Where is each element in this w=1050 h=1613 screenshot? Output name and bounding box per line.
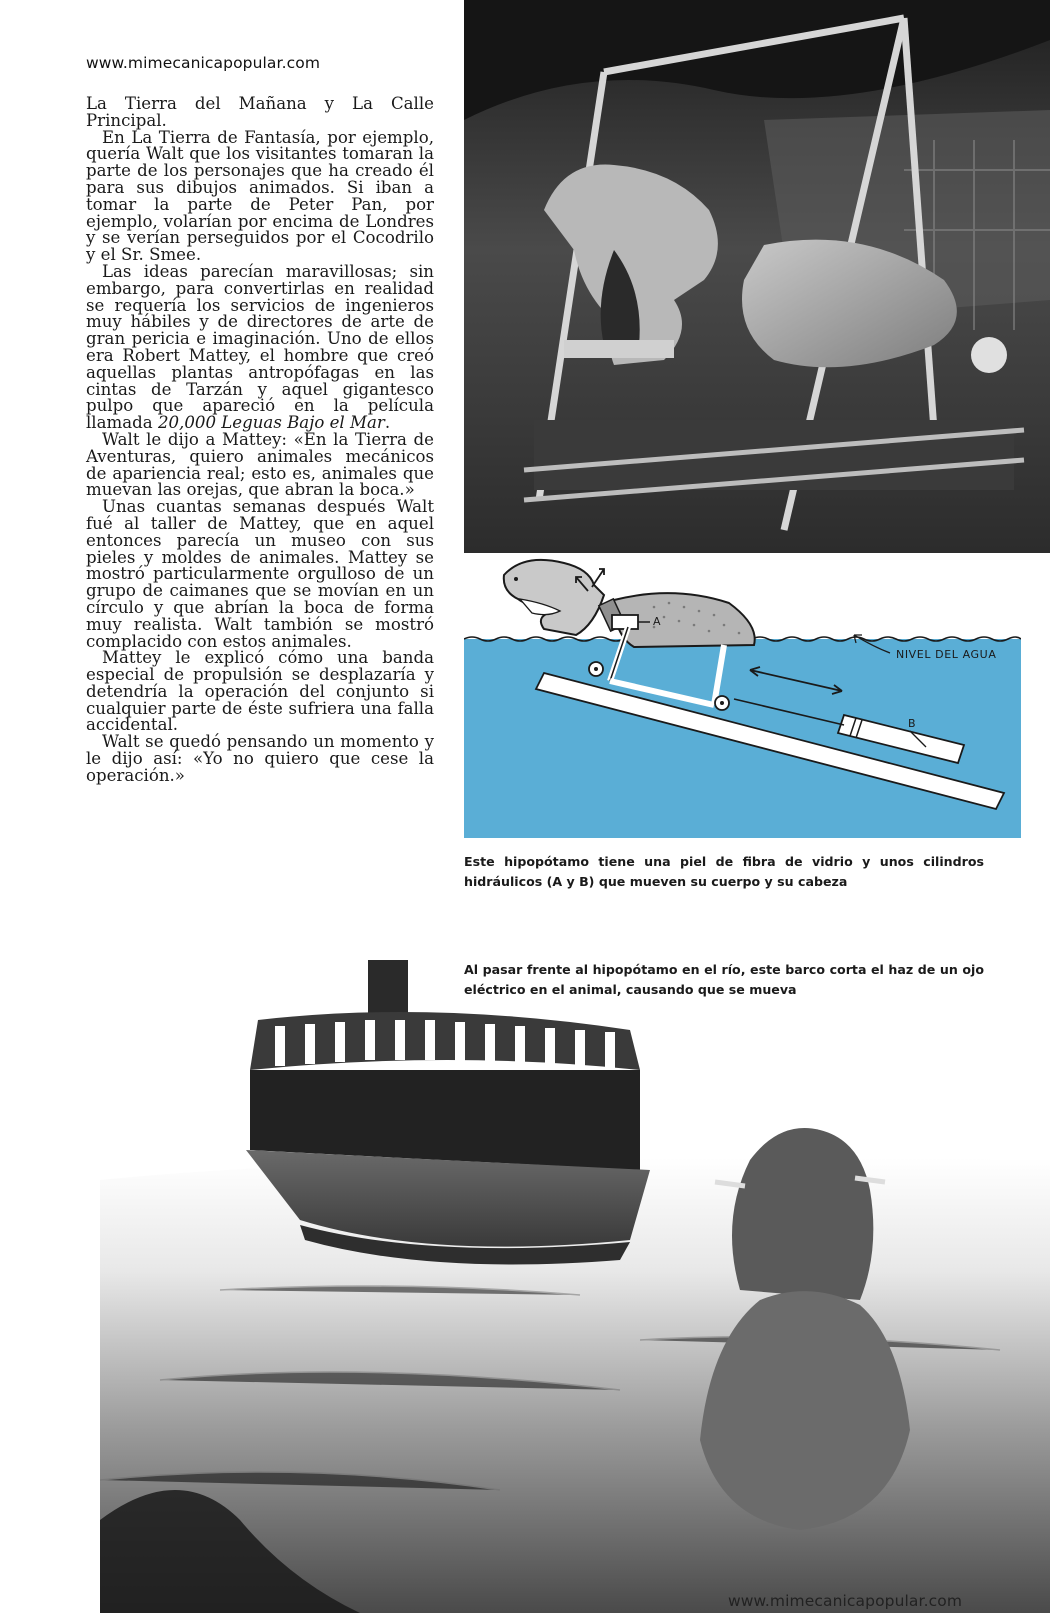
article-text: Las ideas parecían maravillosas; sin embargo, para convertirlas en realidad se requería los servicios de ingenieros muy hábiles y de directores de arte de gran pericia e imaginación. Uno de ellos era Robert Mattey, el hombre que creó aquellas plantas antropófagas en las cintas de Tarzán y aquel gigantesco pulpo que apareció en la película llamada — [86, 261, 434, 433]
article-paragraph: Walt se quedó pensando un momento y le dijo así: «Yo no quiero que cese la operación.» — [86, 732, 434, 785]
workshop-photo-illustration — [464, 0, 1050, 553]
boat-photo-caption: Al pasar frente al hipopótamo en el río, este barco corta el haz de un ojo eléctrico en el animal, causando que se mueva — [464, 962, 984, 997]
article-paragraph — [86, 261, 434, 433]
watermark-bottom[interactable]: www.mimecanicapopular.com — [728, 1592, 963, 1610]
article-paragraph: En La Tierra de Fantasía, por ejemplo, quería Walt que los visitantes tomaran la parte de los personajes que ha creado él para sus dibujos animados. Si iban a tomar la parte de Peter Pan, por ejemplo, volarían por encima de Londres y se verían perseguidos por el Cocodrilo y el Sr. Smee. — [86, 127, 434, 265]
workshop-hippo-photo — [464, 0, 1050, 553]
article-text: . — [384, 413, 391, 433]
article-paragraph: Mattey le explicó cómo una banda especial de propulsión se desplazaría y detendría la operación del conjunto si cualquier parte de éste sufriera una falla accidental. — [86, 648, 434, 735]
diagram-caption: Este hipopótamo tiene una piel de fibra de vidrio y unos cilindros hidráulicos (A y B) que mueven su cuerpo y su cabeza — [464, 854, 984, 889]
river-photo-illustration — [100, 960, 1050, 1613]
article-paragraph: Walt le dijo a Mattey: «En la Tierra de Aventuras, quiero animales mecánicos de apariencia real; esto es, animales que muevan las orejas, que abran la boca.» — [86, 429, 434, 500]
label-b: B — [908, 717, 916, 730]
label-a: A — [653, 615, 661, 628]
boat-hippo-photo — [100, 960, 1050, 1613]
article-paragraph: La Tierra del Mañana y La Calle Principal. — [86, 94, 434, 130]
film-title: 20,000 Leguas Bajo el Mar — [157, 413, 385, 433]
watermark-top[interactable]: www.mimecanicapopular.com — [86, 54, 321, 72]
article-column — [86, 96, 434, 785]
hippo-hydraulics-diagram — [464, 555, 1021, 838]
water-level-label: NIVEL DEL AGUA — [896, 648, 997, 661]
article-paragraph: Unas cuantas semanas después Walt fué al taller de Mattey, que en aquel entonces parecía un museo con sus pieles y moldes de animales. Mattey se mostró particularmente orgulloso de un grupo de caimanes que se movían en un círculo y que abrían la boca de forma muy realista. Walt tambión se mostró complacido con estos animales. — [86, 497, 434, 651]
